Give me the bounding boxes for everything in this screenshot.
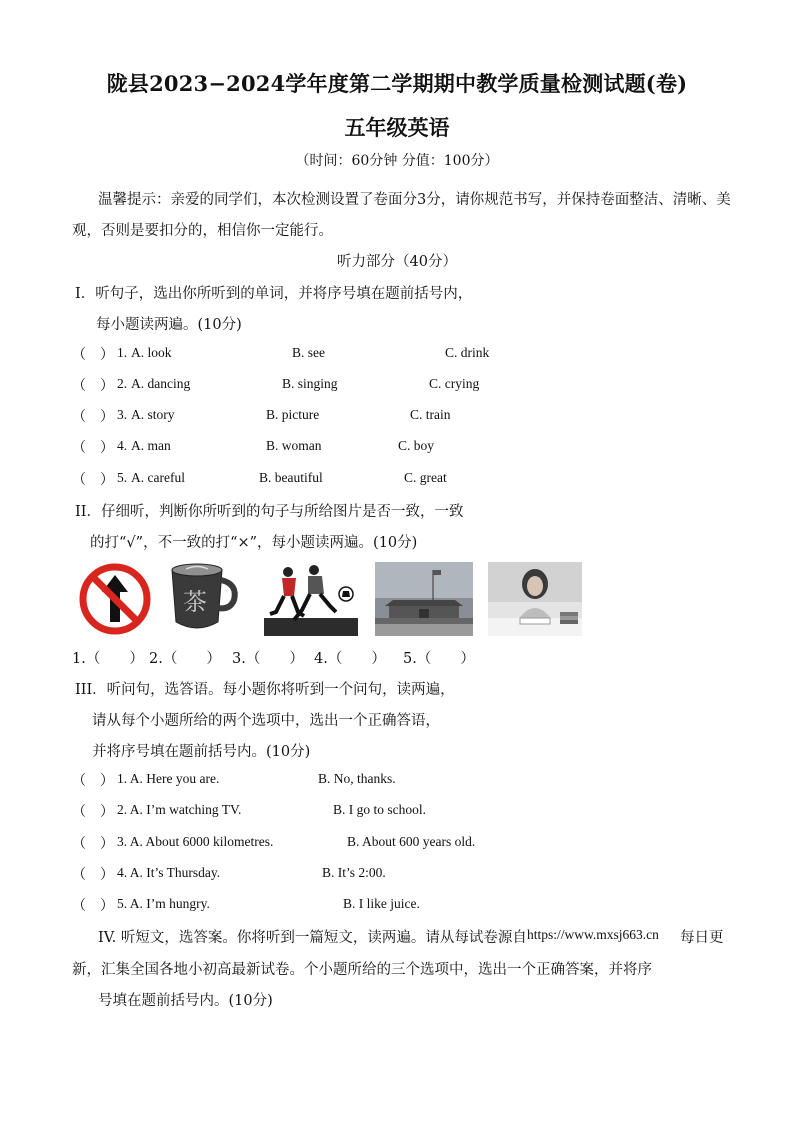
answer-blank[interactable]: （ ）	[72, 347, 114, 363]
option-c: C. crying	[429, 376, 480, 391]
item-number: 5.	[117, 470, 128, 485]
tea-cup-image	[168, 562, 242, 636]
answer-blank[interactable]: （ ）	[72, 440, 114, 456]
tiananmen-image	[375, 562, 473, 636]
option-a: A. look	[131, 345, 172, 360]
option-b: B. woman	[266, 438, 322, 453]
tip-line-1: 温馨提示：亲爱的同学们，本次检测设置了卷面分3分，请你规范书写，并保持卷面整洁、清晰、美	[98, 192, 731, 208]
exam-title: 陇县2023−2024学年度第二学期期中教学质量检测试题(卷)	[106, 71, 688, 96]
section4-line-3: 号填在题前括号内。(10分)	[98, 993, 273, 1009]
listening-part-heading: 听力部分（40分）	[337, 254, 457, 270]
answer-blank[interactable]: （ ）	[72, 836, 114, 852]
source-url-link[interactable]: https://www.mxsj663.cn	[527, 927, 659, 942]
option-a: 3. A. About 6000 kilometres.	[117, 834, 274, 849]
football-players-image	[264, 562, 358, 636]
item-number: 1.	[117, 345, 128, 360]
option-c: C. great	[404, 470, 447, 485]
item-number: 3.	[117, 407, 128, 422]
answer-blank[interactable]: （ ）	[72, 867, 114, 883]
option-a: 5. A. I’m hungry.	[117, 896, 210, 911]
option-c: C. train	[410, 407, 451, 422]
answer-blank[interactable]: （ ）	[72, 472, 114, 488]
section4-line-2: 新，汇集全国各地小初高最新试卷。个小题所给的三个选项中，选出一个正确答案，并将序	[72, 962, 652, 978]
section1-subheading: 每小题读两遍。(10分)	[96, 317, 242, 333]
answer-blank[interactable]: 5.（ ）	[403, 651, 475, 667]
option-a: A. dancing	[131, 376, 191, 391]
answer-blank[interactable]: （ ）	[72, 409, 114, 425]
tea-character: 茶	[183, 588, 207, 616]
option-a: 1. A. Here you are.	[117, 771, 220, 786]
answer-blank[interactable]: 2.（ ）	[149, 651, 221, 667]
option-c: C. boy	[398, 438, 435, 453]
girl-reading-icon	[488, 562, 582, 636]
option-a: A. careful	[131, 470, 185, 485]
time-and-score: （时间：60分钟 分值：100分）	[295, 153, 499, 169]
no-entry-sign-icon	[78, 562, 152, 636]
section4-heading-tail: 每日更	[680, 930, 724, 946]
option-a: 2. A. I’m watching TV.	[117, 802, 242, 817]
no-entry-sign-image	[78, 562, 152, 636]
option-b: B. singing	[282, 376, 338, 391]
section3-subheading-1: 请从每个小题所给的两个选项中，选出一个正确答语，	[92, 713, 440, 729]
girl-reading-image	[488, 562, 582, 636]
section4-heading: IV. 听短文，选答案。你将听到一篇短文，读两遍。请从每试卷源自	[98, 930, 527, 946]
option-a: 4. A. It’s Thursday.	[117, 865, 221, 880]
option-b: B. see	[292, 345, 325, 360]
section2-subheading: 的打“√”，不一致的打“×”，每小题读两遍。(10分)	[90, 535, 418, 551]
option-a: A. man	[131, 438, 171, 453]
football-players-icon	[264, 562, 358, 636]
answer-blank[interactable]: （ ）	[72, 898, 114, 914]
option-b: B. I like juice.	[343, 896, 420, 911]
option-a: A. story	[131, 407, 175, 422]
section1-heading: I．听句子，选出你所听到的单词，并将序号填在题前括号内，	[75, 286, 473, 302]
option-b: B. About 600 years old.	[347, 834, 476, 849]
answer-blank[interactable]: 4.（ ）	[314, 651, 386, 667]
section2-heading: II．仔细听，判断你所听到的句子与所给图片是否一致，一致	[75, 504, 464, 520]
option-b: B. It’s 2:00.	[322, 865, 386, 880]
answer-blank[interactable]: （ ）	[72, 773, 114, 789]
answer-blank[interactable]: 3.（ ）	[232, 651, 304, 667]
option-b: B. picture	[266, 407, 320, 422]
answer-blank[interactable]: （ ）	[72, 804, 114, 820]
option-b: B. beautiful	[259, 470, 323, 485]
answer-blank[interactable]: 1.（ ）	[72, 651, 144, 667]
tiananmen-icon	[375, 562, 473, 636]
answer-blank[interactable]: （ ）	[72, 378, 114, 394]
option-b: B. I go to school.	[333, 802, 426, 817]
section3-subheading-2: 并将序号填在题前括号内。(10分)	[92, 744, 311, 760]
item-number: 2.	[117, 376, 128, 391]
section3-heading: III．听问句，选答语。每小题你将听到一个问句，读两遍，	[75, 682, 455, 698]
item-number: 4.	[117, 438, 128, 453]
tip-line-2: 观，否则是要扣分的，相信你一定能行。	[72, 223, 333, 239]
exam-subtitle: 五年级英语	[344, 115, 450, 140]
option-b: B. No, thanks.	[318, 771, 396, 786]
tea-cup-icon	[168, 562, 242, 636]
option-c: C. drink	[445, 345, 490, 360]
